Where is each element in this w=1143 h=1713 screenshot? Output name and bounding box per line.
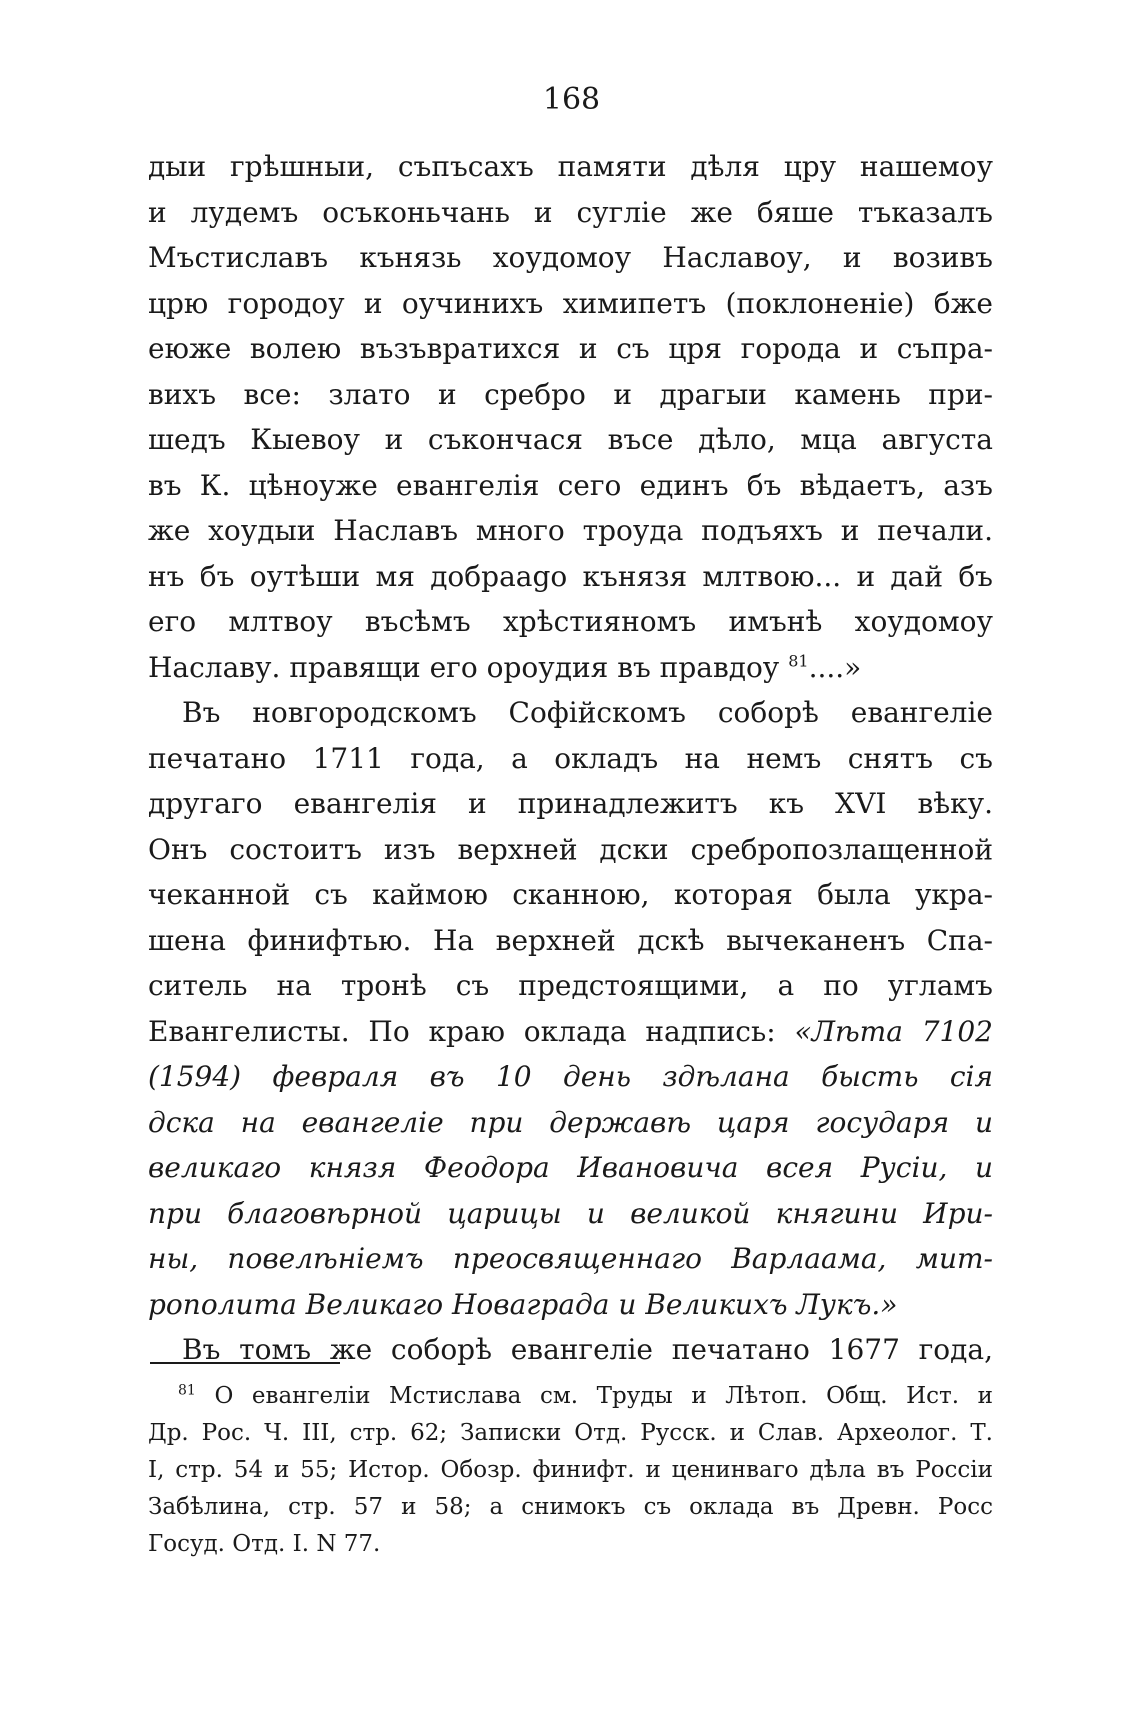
text-line: чеканной съ каймою сканною, которая была укра- bbox=[148, 878, 993, 911]
footnote-reference[interactable]: 81 bbox=[788, 651, 809, 671]
text-line: же хоудыи Наславъ много троуда подъяхъ и печали. bbox=[148, 514, 993, 547]
footnote-line bbox=[148, 1378, 993, 1415]
footnote-line: I, стр. 54 и 55; Истор. Обозр. финифт. и ценинваго дѣла въ Россіи bbox=[148, 1457, 993, 1483]
text-line: шедъ Кыевоу и съкончася въсе дѣло, мца августа bbox=[148, 423, 993, 456]
text-line: Мъстиславъ кънязь хоудомоу Наславоу, и возивъ bbox=[148, 241, 993, 274]
text-segment: ....» bbox=[808, 650, 862, 684]
inscription-line: дска на евангеліе при державѣ царя государя и bbox=[148, 1105, 993, 1139]
text-line: и лудемъ осъконьчань и сугліе же бяше тъказалъ bbox=[148, 195, 993, 229]
text-line: Въ томъ же соборѣ евангеліе печатано 1677 года, bbox=[182, 1333, 993, 1366]
text-line: еюже волею възъвратихся и съ цря города и съпра- bbox=[148, 332, 993, 365]
footnote-line: Забѣлина, стр. 57 и 58; а снимокъ съ оклада въ Древн. Росс bbox=[148, 1494, 993, 1520]
text-line: шена финифтью. На верхней дскѣ вычеканенъ Спа- bbox=[148, 923, 993, 957]
footnotes bbox=[148, 1378, 993, 1563]
text-line: ситель на тронѣ съ предстоящими, а по угламъ bbox=[148, 969, 993, 1002]
main-text bbox=[148, 144, 993, 1373]
text-line bbox=[148, 1009, 993, 1055]
text-segment: Евангелисты. По краю оклада надпись: bbox=[148, 1014, 795, 1048]
inscription-line: рополита Великаго Новаграда и Великихъ Лукъ.» bbox=[148, 1287, 898, 1321]
text-line: другаго евангелія и принадлежитъ къ XVI вѣку. bbox=[148, 787, 993, 820]
inscription-text: «Лѣта 7102 bbox=[794, 1014, 993, 1048]
text-line: вихъ все: злато и сребро и драгыи камень при- bbox=[148, 377, 993, 411]
footnote-number: 81 bbox=[178, 1382, 196, 1399]
inscription-line: великаго князя Феодора Ивановича всея Русіи, и bbox=[148, 1151, 993, 1184]
text-segment: Наславу. правящи его ороудия въ правдоу bbox=[148, 650, 780, 684]
footnote-line: Др. Рос. Ч. III, стр. 62; Записки Отд. Русск. и Слав. Археолог. Т. bbox=[148, 1420, 993, 1446]
text-line: Онъ состоитъ изъ верхней дски сребропозлащенной bbox=[148, 832, 993, 866]
footnote-line: Госуд. Отд. I. N 77. bbox=[148, 1531, 381, 1557]
text-segment: О евангеліи Мстислава см. Труды и Лѣтоп. Общ. Ист. и bbox=[214, 1383, 993, 1409]
text-line bbox=[148, 645, 993, 691]
text-line: црю городоу и оучинихъ химипетъ (поклоненіе) бже bbox=[148, 286, 993, 320]
text-line: его млтвоу въсѣмъ хрѣстияномъ имънѣ хоудомоу bbox=[148, 605, 993, 638]
text-line: нъ бъ оутѣши мя добраago кънязя млтвою... и дай бъ bbox=[148, 559, 993, 593]
text-line: Въ новгородскомъ Софійскомъ соборѣ евангеліе bbox=[182, 696, 993, 729]
text-line: въ К. цѣноуже евангелія сего единъ бъ вѣдаетъ, азъ bbox=[148, 468, 993, 502]
inscription-line: ны, повелѣніемъ преосвященнаго Варлаама, мит- bbox=[148, 1242, 993, 1275]
footnote-divider bbox=[150, 1362, 340, 1364]
inscription-line: при благовѣрной царицы и великой княгини Ири- bbox=[148, 1196, 993, 1230]
text-line: дыи грѣшныи, съпъсахъ памяти дѣля цру нашемоу bbox=[148, 150, 993, 183]
inscription-line: (1594) февраля въ 10 день здѣлана бысть сія bbox=[148, 1060, 993, 1093]
text-line: печатано 1711 года, а окладъ на немъ снятъ съ bbox=[148, 741, 993, 775]
page-number: 168 bbox=[542, 82, 601, 117]
